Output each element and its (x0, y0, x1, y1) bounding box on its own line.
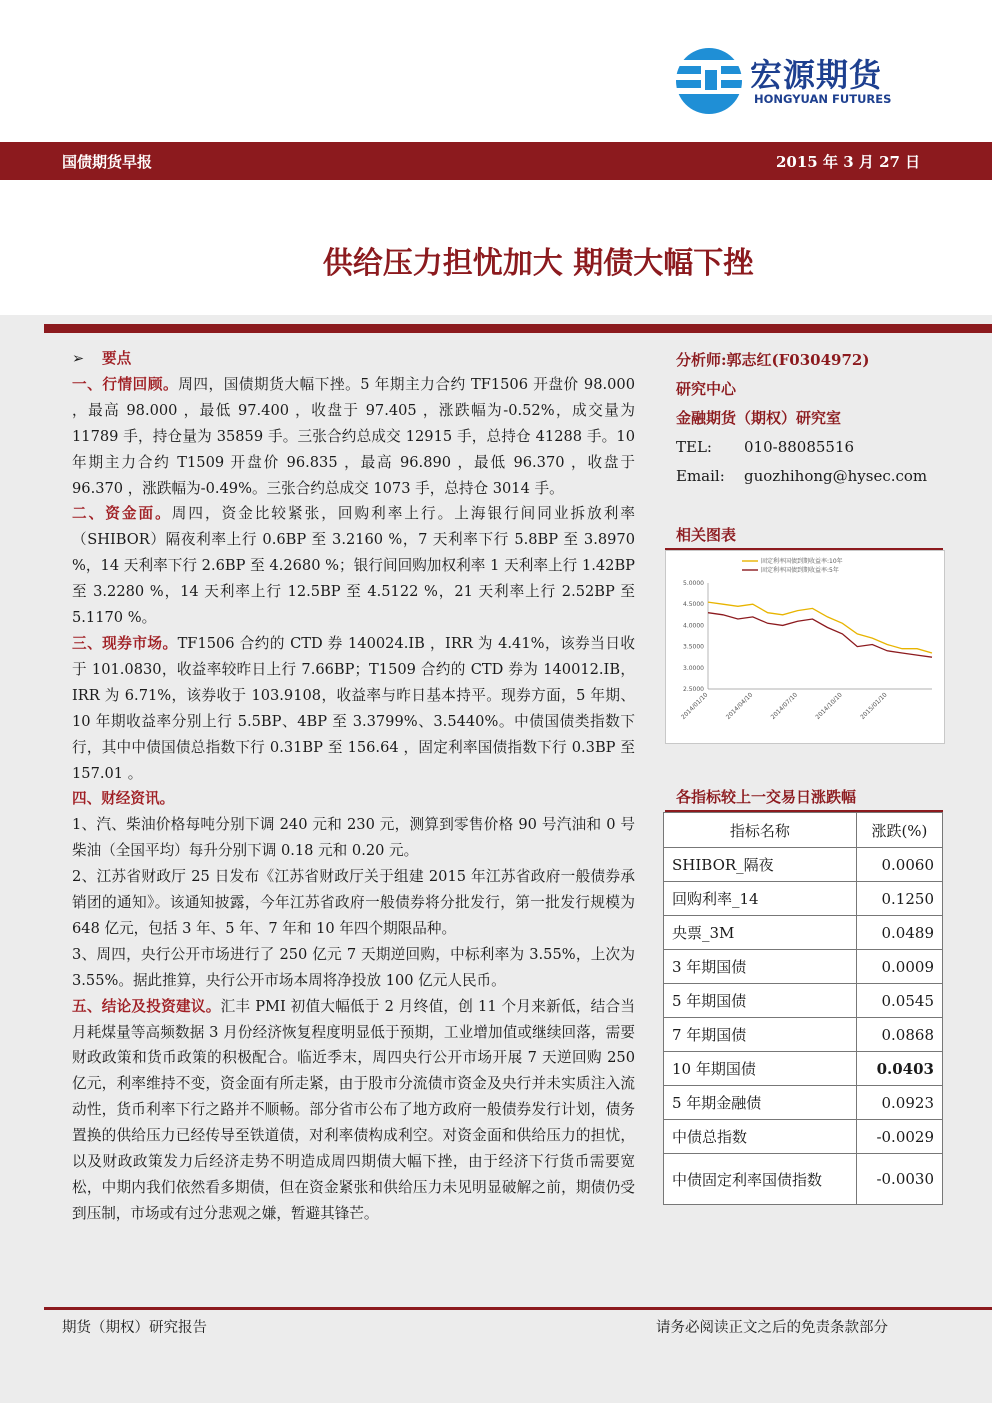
email-link[interactable]: guozhihong@hysec.com (744, 467, 928, 485)
indicator-change: 0.0868 (856, 1018, 942, 1052)
indicator-change: 0.0060 (856, 848, 942, 882)
y-tick-label: 4.5000 (683, 601, 704, 609)
table-row (664, 1052, 943, 1086)
indicator-name: 回购利率_14 (664, 882, 857, 916)
x-tick-label: 2014/07/10 (769, 691, 800, 721)
tel-row (676, 433, 946, 462)
yield-chart-svg (666, 551, 944, 743)
table-heading (665, 784, 943, 812)
arrow-bullet-icon: ➢ (72, 350, 85, 367)
yield-chart (665, 550, 945, 744)
y-tick-label: 3.5000 (683, 643, 704, 651)
indicator-name: 7 年期国债 (664, 1018, 857, 1052)
footer-left: 期货（期权）研究报告 (62, 1320, 207, 1336)
section-heading: 五、结论及投资建议。 (72, 997, 221, 1015)
indicator-change: 0.0403 (856, 1052, 942, 1086)
series-line (708, 613, 932, 658)
news-item: 3、周四，央行公开市场进行了 250 亿元 7 天期逆回购，中标利率为 3.55%，上次为 3.55%。据此推算，央行公开市场本周将净投放 100 亿元人民币。 (72, 945, 635, 989)
sub-department: 金融期货（期权）研究室 (676, 409, 842, 427)
company-logo (674, 46, 924, 116)
indicator-change: 0.0545 (856, 984, 942, 1018)
section-heading: 二、资金面。 (72, 505, 172, 523)
logo-text-cn: 宏源期货 (750, 56, 883, 94)
indicator-change: -0.0030 (856, 1154, 942, 1205)
footer-divider (44, 1307, 992, 1310)
indicator-name: SHIBOR_隔夜 (664, 848, 857, 882)
analyst-name: 分析师:郭志红(F0304972) (676, 351, 870, 369)
indicator-change: 0.0489 (856, 916, 942, 950)
indicator-change: -0.0029 (856, 1120, 942, 1154)
table-row (664, 950, 943, 984)
legend-entry: 固定利率国债到期收益率:10年 (761, 558, 843, 565)
x-tick-label: 2015/01/10 (859, 691, 889, 721)
x-tick-label: 2014/10/10 (814, 691, 844, 721)
y-tick-label: 5.0000 (683, 580, 704, 587)
report-type: 国债期货早报 (62, 153, 153, 171)
section-text: 汇丰 PMI 初值大幅低于 2 月终值，创 11 个月来新低，结合当月耗煤量等高频数据 3 月份经济恢复程度明显低于预期，工业增加值或继续回落，需要财政政策和货币政策的积极配合。临近季末，周四央行公开市场开展 7 天逆回购 250 亿元，利率维持不变，资金面有所走紧，由于股市分流债市资金及央行并未实质注入流动性，货币利率下行之路并不顺畅。部分省市公布了地方政府一般债券发行计划，债务置换的供给压力已经传导至铁道债，对利率债构成利空。对资金面和供给压力的担忧，以及财政政策发力后经济走势不明造成周四期债大幅下挫，由于经济下行货币需要宽松，中期内我们依然看多期债，但在资金紧张和供给压力未见明显破解之前，期债仍受到压制，市场或有过分悲观之嫌，暂避其锋芒。 (72, 997, 635, 1222)
table-row (664, 1018, 943, 1052)
x-tick-label: 2014/04/10 (724, 691, 755, 721)
chart-heading-text: 相关图表 (676, 526, 737, 544)
section-heading: 四、财经资讯。 (72, 790, 175, 808)
chart-heading (665, 522, 943, 550)
news-item: 1、汽、柴油价格每吨分别下调 240 元和 230 元，测算到零售价格 90 号汽油和 0 号柴油（全国平均）每升分别下调 0.18 元和 0.20 元。 (72, 816, 635, 860)
indicator-change: 0.0923 (856, 1086, 942, 1120)
tel-label: TEL: (676, 438, 712, 456)
y-tick-label: 2.5000 (683, 686, 704, 693)
indicator-name: 中债总指数 (664, 1120, 857, 1154)
section-text: TF1506 合约的 CTD 券 140024.IB ，IRR 为 4.41%，该券当日收于 101.0830，收益率较昨日上行 7.66BP；T1509 合约的 CTD 券为 140012.IB，IRR 为 6.71%，该券收于 103.9108，收益率与昨日基本持平。现券方面，5 年期、10 年期收益率分别上行 5.5BP、4BP 至 3.3799%、3.5440%。中债国债类指数下行，其中中债国债总指数下行 0.31BP 至 156.64 ，固定利率国债指数下行 0.3BP 至 157.01 。 (72, 634, 635, 782)
section-heading: 三、现券市场。 (72, 634, 178, 652)
section-heading: 一、行情回顾。 (72, 375, 179, 393)
table-row (664, 848, 943, 882)
legend-entry: 固定利率国债到期收益率:5年 (761, 567, 839, 574)
analyst-info (676, 346, 946, 491)
logo-text-en: HONGYUAN FUTURES (754, 92, 892, 106)
indicator-name: 5 年期金融债 (664, 1086, 857, 1120)
table-row (664, 1120, 943, 1154)
department: 研究中心 (676, 380, 737, 398)
email-row (676, 462, 946, 491)
section-liquidity (72, 501, 635, 631)
section-conclusion (72, 994, 635, 1227)
indicator-table (663, 812, 943, 1205)
section-text: 周四，资金比较紧张，回购利率上行。上海银行间同业拆放利率（SHIBOR）隔夜利率上行 0.6BP 至 3.2160 %，7 天利率下行 5.8BP 至 3.8970 %，14 天利率下行 2.6BP 至 4.2680 %；银行间回购加权利率 1 天利率上行 1.42BP 至 3.2280 %，14 天利率上行 12.5BP 至 4.5122 %，21 天利率上行 2.52BP 至 5.1170 %。 (72, 505, 635, 627)
y-tick-label: 3.0000 (683, 664, 704, 672)
email-label: Email: (676, 467, 725, 485)
indicator-change: 0.1250 (856, 882, 942, 916)
report-title: 供给压力担忧加大 期债大幅下挫 (322, 246, 754, 281)
indicator-change: 0.0009 (856, 950, 942, 984)
indicator-name: 中债固定利率国债指数 (664, 1154, 857, 1205)
table-row (664, 1086, 943, 1120)
col-header-change: 涨跌(%) (856, 813, 942, 848)
main-content (72, 346, 635, 1227)
table-row (664, 984, 943, 1018)
y-tick-label: 4.0000 (683, 622, 704, 630)
indicator-name: 央票_3M (664, 916, 857, 950)
indicator-name: 5 年期国债 (664, 984, 857, 1018)
tel-value: 010-88085516 (744, 438, 855, 456)
page-header (0, 0, 992, 142)
footer-disclaimer: 请务必阅读正文之后的免责条款部分 (656, 1320, 888, 1336)
section-market-review (72, 372, 635, 502)
col-header-name: 指标名称 (664, 813, 857, 848)
section-text: 周四，国债期货大幅下挫。5 年期主力合约 TF1506 开盘价 98.000 ，最高 98.000 ，最低 97.400 ，收盘于 97.405 ，涨跌幅为-0.52%，成交量为 11789 手，持仓量为 35859 手。三张合约总成交 12915 手，总持仓 41288 手。10 年期主力合约 T1509 开盘价 96.835 ，最高 96.890 ，最低 96.370 ，收盘于 96.370 ，涨跌幅为-0.49%。三张合约总成交 1073 手，总持仓 3014 手。 (72, 375, 635, 497)
table-row (664, 916, 943, 950)
section-news (72, 786, 635, 812)
report-date: 2015 年 3 月 27 日 (776, 153, 921, 171)
report-header-bar (0, 142, 992, 180)
section-spot-market (72, 631, 635, 786)
title-divider (44, 324, 992, 333)
summary-heading: 要点 (102, 350, 132, 367)
logo-icon (674, 46, 746, 116)
series-line (708, 602, 932, 653)
table-row (664, 1154, 943, 1205)
indicator-name: 10 年期国债 (664, 1052, 857, 1086)
table-heading-text: 各指标较上一交易日涨跌幅 (676, 788, 857, 806)
table-row (664, 882, 943, 916)
x-tick-label: 2014/01/10 (680, 691, 710, 721)
table-header-row (664, 813, 943, 848)
indicator-name: 3 年期国债 (664, 950, 857, 984)
news-item: 2、江苏省财政厅 25 日发布《江苏省财政厅关于组建 2015 年江苏省政府一般债券承销团的通知》。该通知披露，今年江苏省政府一般债券将分批发行，第一批发行规模为 648 亿元，包括 3 年、5 年、7 年和 10 年四个期限品种。 (72, 868, 635, 937)
